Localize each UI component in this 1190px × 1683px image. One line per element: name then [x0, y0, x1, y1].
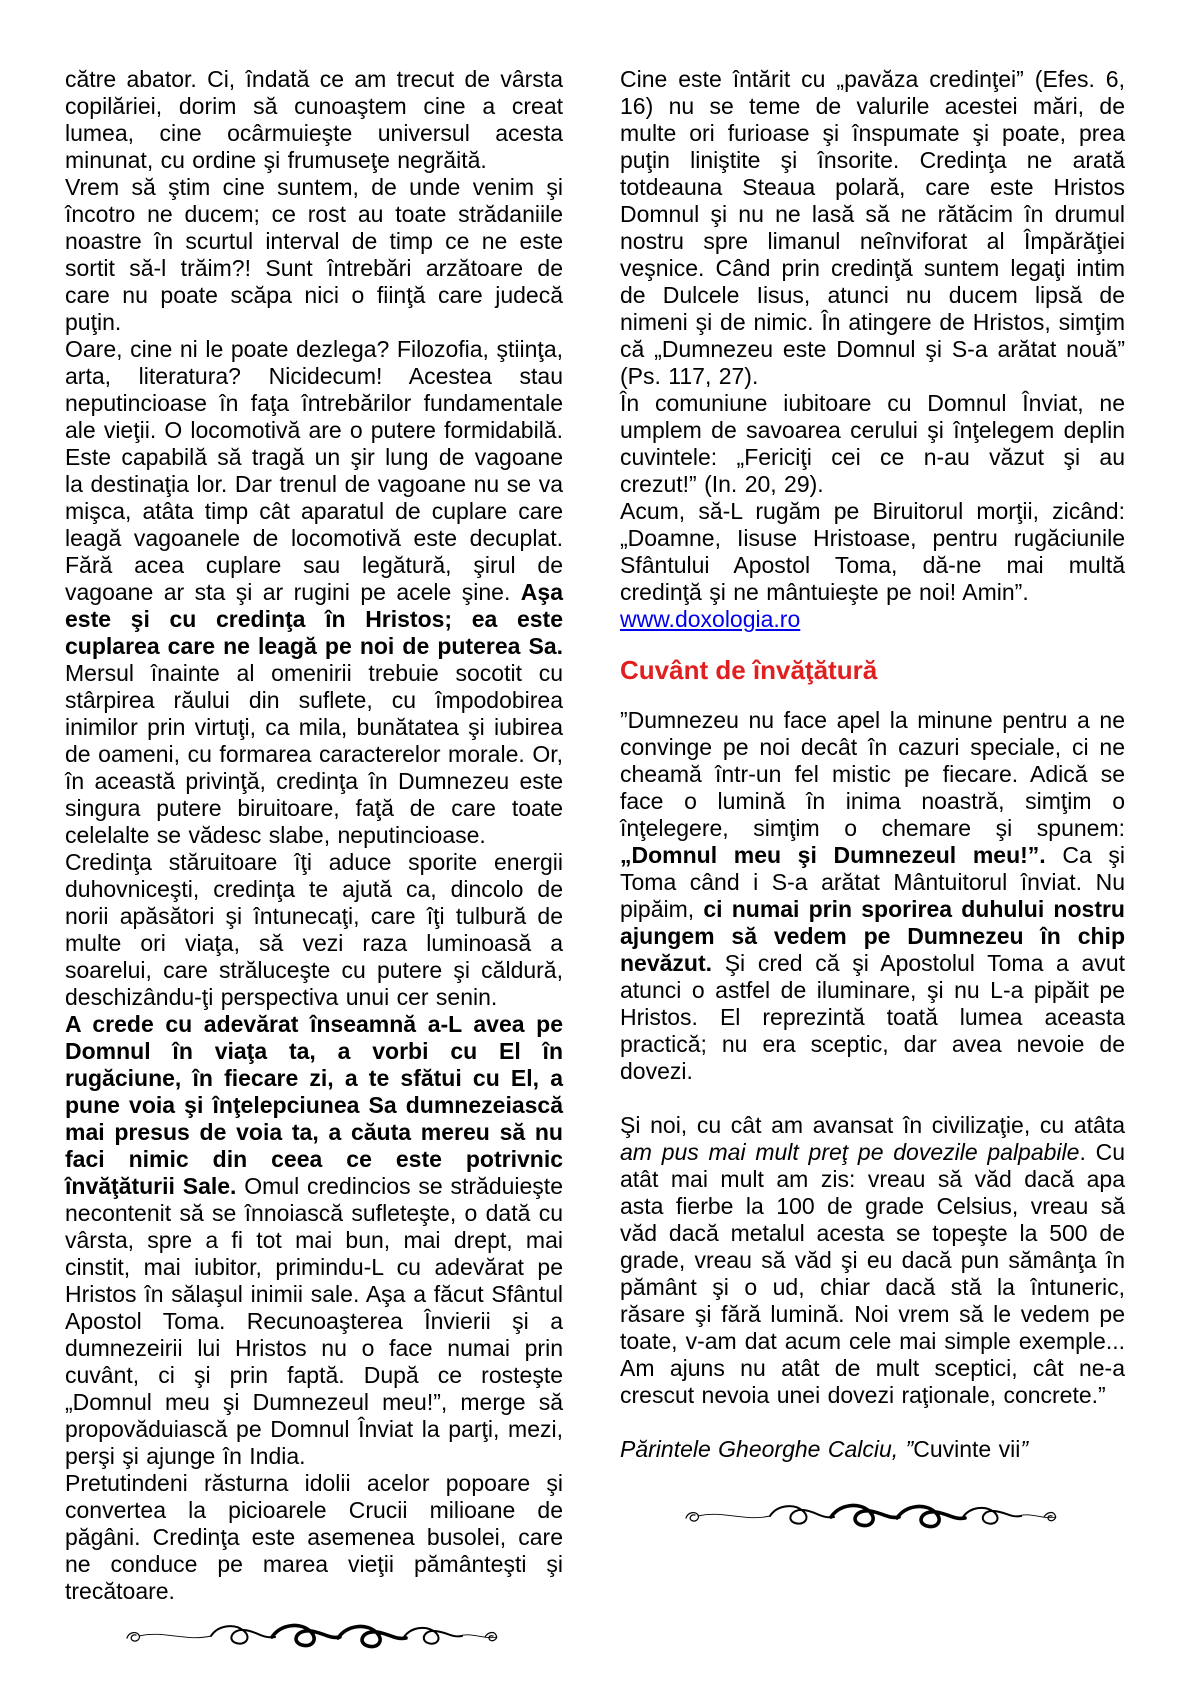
text-run: A crede cu adevărat înseamnă a-L avea pe Domnul în viaţa ta, a vorbi cu El în rugăciune, în fiecare zi, a te sfătui cu El, a pune voia şi înţelepciunea Sa dumnezeiască mai presus de voia ta, a căuta mereu să nu faci nimic din ceea ce este potrivnic învăţăturii Sale. — [65, 1011, 563, 1199]
text-run: În comuniune iubitoare cu Domnul Înviat, ne umplem de savoarea cerului şi înţelegem deplin cuvintele: „Fericiţi cei ce n-au văzut şi au crezut!” (In. 20, 29). — [620, 390, 1125, 497]
text-run: Oare, cine ni le poate dezlega? Filozofia, ştiinţa, arta, literatura? Nicidecum! Acestea stau neputincioase în faţa întrebărilor fundamentale ale vieţii. O locomotivă are o putere formidabilă. Este capabilă să tragă un şir lung de vagoane la destinaţia lor. Dar trenul de vagoane nu se va mişca, atâta timp cât aparatul de cuplare care leagă vagoanele de locomotivă este decuplat. Fără acea cuplare sau legătură, şirul de vagoane ar sta şi ar rugini pe acele şine. — [65, 336, 563, 605]
text-run: ” — [1020, 1436, 1028, 1462]
paragraph — [620, 707, 1125, 1085]
section-heading: Cuvânt de învăţătură — [620, 655, 878, 685]
right-column — [620, 66, 1125, 1683]
text-run: către abator. Ci, îndată ce am trecut de vârsta copilăriei, dorim să cunoaştem cine a creat lumea, cine ocârmuieşte universul acesta minunat, cu ordine şi frumuseţe negrăită. — [65, 66, 563, 173]
paragraph — [65, 174, 563, 336]
paragraph — [620, 1112, 1125, 1409]
paragraph-gap — [620, 1085, 1125, 1112]
text-run: am pus mai mult preţ pe dovezile palpabile — [620, 1139, 1080, 1165]
text-run: Credinţa stăruitoare îţi aduce sporite energii duhovniceşti, credinţa te ajută ca, dincolo de norii apăsători şi întunecaţi, care îţi tulbură de multe ori viaţa, să vezi raza luminoasă a soarelui, care străluceşte cu putere şi căldură, deschizându-ţi perspectiva unui cer senin. — [65, 849, 563, 1010]
flourish-divider — [65, 1615, 563, 1657]
flourish-divider — [620, 1495, 1125, 1537]
flourish-divider-icon — [678, 1495, 1068, 1537]
text-run: Omul credincios se străduieşte necontenit să se înnoiască sufleteşte, o dată cu vârsta, spre a fi tot mai bun, mai drept, mai cinstit, mai iubitor, primindu-L cu adevărat pe Hristos în sălaşul inimii sale. Aşa a făcut Sfântul Apostol Toma. Recunoaşterea Învierii şi a dumnezeirii lui Hristos nu o face numai prin cuvânt, ci şi prin faptă. După ce rosteşte „Domnul meu şi Dumnezeul meu!”, merge să propovăduiască pe Domnul Înviat la parţi, mezi, perşi şi ajunge în India. — [65, 1173, 563, 1469]
text-run: Mersul înainte al omenirii trebuie socotit cu stârpirea răului din suflete, cu împodobirea inimilor prin virtuţi, ca mila, bunătatea şi iubirea de oameni, cu formarea caracterelor morale. Or, în această privinţă, credinţa în Dumnezeu este singura putere biruitoare, faţă de care toate celelalte se vădesc slabe, neputincioase. — [65, 660, 563, 848]
text-run: Ca şi Toma când i S-a arătat Mântuitorul înviat. Nu pipăim, — [620, 842, 1125, 922]
text-run: Acum, să-L rugăm pe Biruitorul morţii, zicând: „Doamne, Iisuse Hristoase, pentru rugăciunile Sfântului Apostol Toma, dă-ne mai multă credinţă şi ne mântuieşte pe noi! Amin”. — [620, 498, 1125, 605]
flourish-divider-icon — [119, 1615, 509, 1657]
paragraph — [65, 1470, 563, 1605]
link-line — [620, 606, 1125, 633]
paragraph — [620, 498, 1125, 606]
text-run: ”Dumnezeu nu face apel la minune pentru a ne convinge pe noi decât în cazuri speciale, ci ne cheamă într-un fel mistic pe fiecare. Adică se face o lumină în inima noastră, simţim o înţelegere, simţim o chemare şi spunem: — [620, 707, 1125, 841]
paragraph — [65, 336, 563, 849]
doxologia-link[interactable]: www.doxologia.ro — [620, 606, 801, 632]
text-run: Aşa este şi cu credinţa în Hristos; ea este cuplarea care ne leagă pe noi de puterea Sa. — [65, 579, 563, 659]
text-run: Pretutindeni răsturna idolii acelor popoare şi convertea la picioarele Crucii milioane de păgâni. Credinţa este asemenea busolei, care ne conduce pe marea vieţii pământeşti şi trecătoare. — [65, 1470, 563, 1604]
text-run: Şi noi, cu cât am avansat în civilizaţie, cu atâta — [620, 1112, 1125, 1138]
paragraph — [620, 66, 1125, 390]
text-run: ci numai prin sporirea duhului nostru ajungem să vedem pe Dumnezeu în chip nevăzut. — [620, 896, 1125, 976]
text-run: . Cu atât mai mult am zis: vreau să văd dacă apa asta fierbe la 100 de grade Celsius, vreau să văd dacă metalul acesta se topeşte la 500 de grade, vreau să văd şi eu dacă pun sămânţa în pământ şi o ud, chiar dacă stă la întuneric, răsare şi fără lumină. Noi vrem să le vedem pe toate, v-am dat acum cele mai simple exemple... Am ajuns nu atât de mult sceptici, cât ne-a crescut nevoia unei dovezi raţionale, concrete.” — [620, 1139, 1125, 1408]
paragraph-gap — [620, 1463, 1125, 1485]
text-run: Cine este întărit cu „pavăza credinţei” (Efes. 6, 16) nu se teme de valurile acestei mări, de multe ori furioase şi înspumate şi poate, prea puţin liniştite şi însorite. Credinţa ne arată totdeauna Steaua polară, care este Hristos Domnul şi nu ne lasă să ne rătăcim în drumul nostru spre limanul neînviforat al Împărăţiei veşnice. Când prin credinţă suntem legaţi intim de Dulcele Iisus, atunci nu ducem lipsă de nimeni şi de nimic. În atingere de Hristos, simţim că „Dumnezeu este Domnul şi S-a arătat nouă” (Ps. 117, 27). — [620, 66, 1125, 389]
paragraph — [620, 390, 1125, 498]
text-run: Şi cred că şi Apostolul Toma a avut atunci o astfel de iluminare, şi nu L-a pipăit pe Hristos. El reprezintă toată lumea aceasta practică; nu era sceptic, dar avea nevoie de dovezi. — [620, 950, 1125, 1084]
paragraph — [620, 1436, 1125, 1463]
paragraph — [65, 849, 563, 1011]
paragraph-gap — [620, 685, 1125, 707]
paragraph — [65, 1011, 563, 1470]
text-run: Părintele Gheorghe Calciu, ” — [620, 1436, 914, 1462]
left-column — [65, 66, 563, 1683]
paragraph-gap — [620, 1409, 1125, 1436]
text-run: Cuvinte vii — [913, 1436, 1021, 1462]
text-run: „Domnul meu şi Dumnezeul meu!”. — [620, 842, 1046, 868]
paragraph-gap — [620, 633, 1125, 655]
paragraph — [65, 66, 563, 174]
text-run: Vrem să ştim cine suntem, de unde venim şi încotro ne ducem; ce rost au toate strădaniile noastre în scurtul interval de timp ce ne este sortit să-l trăim?! Sunt întrebări arzătoare de care nu poate scăpa nici o fiinţă care judecă puţin. — [65, 174, 563, 335]
